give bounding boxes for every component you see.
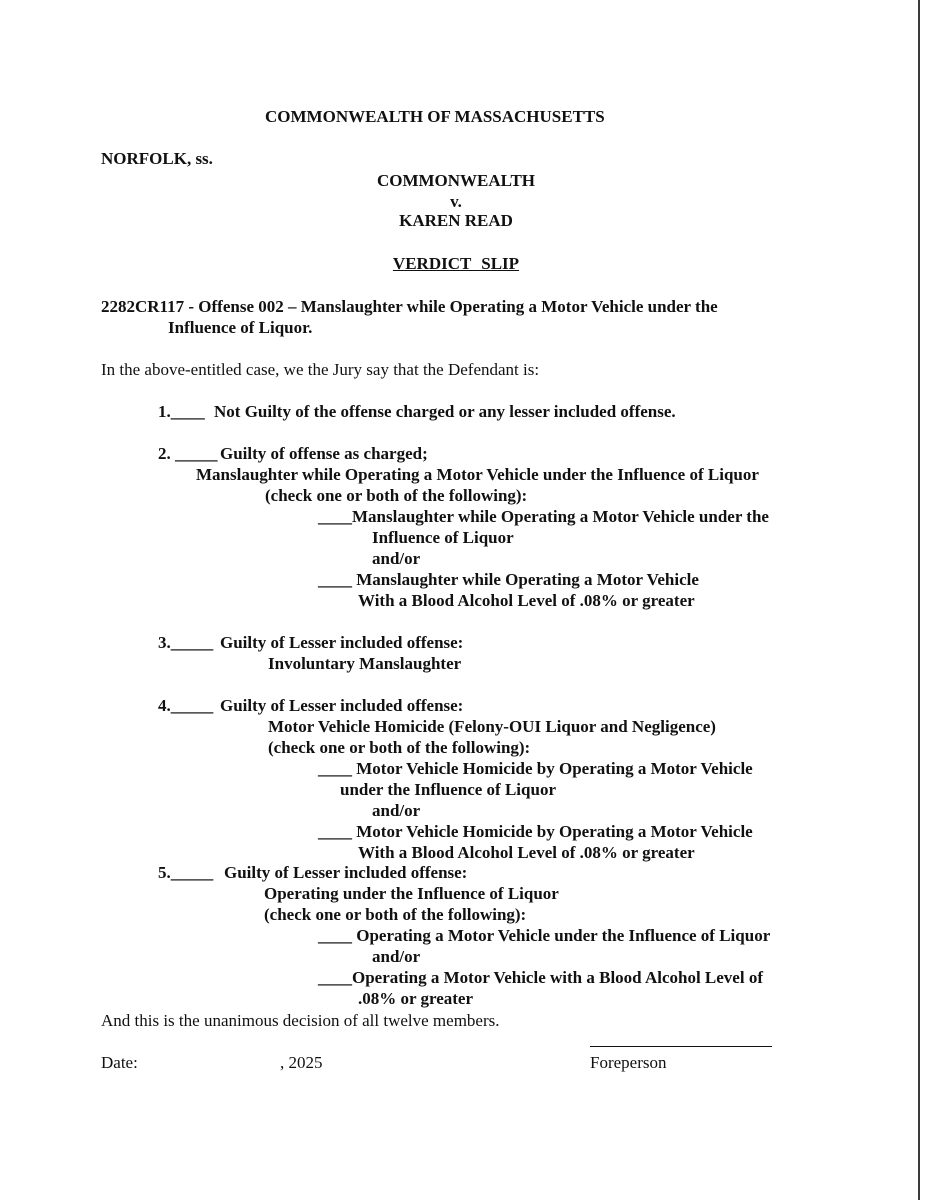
- state-heading: COMMONWEALTH OF MASSACHUSETTS: [265, 107, 605, 126]
- option-2-andor: and/or: [372, 549, 421, 568]
- closing-statement: And this is the unanimous decision of all twelve members.: [101, 1011, 500, 1030]
- foreperson-label: Foreperson: [590, 1053, 667, 1072]
- option-2b-checkbox-line[interactable]: ____ Manslaughter while Operating a Motor Vehicle: [318, 570, 699, 589]
- option-2-blank[interactable]: 2. _____: [158, 444, 218, 463]
- option-5-check-note: (check one or both of the following):: [264, 905, 527, 924]
- option-2-text: Guilty of offense as charged;: [220, 444, 428, 463]
- option-5a-checkbox-line[interactable]: ____ Operating a Motor Vehicle under the Influence of Liquor: [318, 926, 771, 945]
- option-4-offense: Motor Vehicle Homicide (Felony-OUI Liquor and Negligence): [268, 717, 716, 736]
- county-label: NORFOLK, ss.: [101, 149, 213, 168]
- option-2-check-note: (check one or both of the following):: [265, 486, 528, 505]
- date-year: , 2025: [280, 1053, 323, 1072]
- option-1-text: Not Guilty of the offense charged or any lesser included offense.: [214, 402, 676, 421]
- option-4-check-note: (check one or both of the following):: [268, 738, 531, 757]
- charge-line-1: 2282CR117 - Offense 002 – Manslaughter while Operating a Motor Vehicle under the: [101, 297, 718, 316]
- option-4-andor: and/or: [372, 801, 421, 820]
- option-4a-line-2: under the Influence of Liquor: [340, 780, 556, 799]
- versus-label: v.: [450, 192, 462, 211]
- option-3-blank[interactable]: 3._____: [158, 633, 214, 652]
- option-5b-line-2: .08% or greater: [358, 989, 474, 1008]
- charge-line-2: Influence of Liquor.: [168, 318, 313, 337]
- option-2b-line-2: With a Blood Alcohol Level of .08% or greater: [358, 591, 695, 610]
- party-commonwealth: COMMONWEALTH: [376, 171, 536, 190]
- option-5-offense: Operating under the Influence of Liquor: [264, 884, 559, 903]
- option-5b-checkbox-line[interactable]: ____Operating a Motor Vehicle with a Blood Alcohol Level of: [318, 968, 763, 987]
- option-5-andor: and/or: [372, 947, 421, 966]
- option-5-text: Guilty of Lesser included offense:: [224, 863, 468, 882]
- option-4-text: Guilty of Lesser included offense:: [220, 696, 464, 715]
- foreperson-signature-line[interactable]: [590, 1046, 772, 1047]
- party-defendant: KAREN READ: [399, 211, 513, 230]
- option-3-text: Guilty of Lesser included offense:: [220, 633, 464, 652]
- date-label: Date:: [101, 1053, 138, 1072]
- option-5-blank[interactable]: 5._____: [158, 863, 214, 882]
- option-1-blank[interactable]: 1.____: [158, 402, 205, 421]
- document-title: VERDICT SLIP: [392, 254, 520, 273]
- option-2a-line-2: Influence of Liquor: [372, 528, 514, 547]
- option-3-offense: Involuntary Manslaughter: [268, 654, 462, 673]
- option-2-offense: Manslaughter while Operating a Motor Vehicle under the Influence of Liquor: [196, 465, 759, 484]
- option-4a-checkbox-line[interactable]: ____ Motor Vehicle Homicide by Operating a Motor Vehicle: [318, 759, 753, 778]
- option-2a-checkbox-line[interactable]: ____Manslaughter while Operating a Motor Vehicle under the: [318, 507, 769, 526]
- scan-edge-line: [918, 0, 920, 1200]
- option-4-blank[interactable]: 4._____: [158, 696, 214, 715]
- option-4b-checkbox-line[interactable]: ____ Motor Vehicle Homicide by Operating a Motor Vehicle: [318, 822, 753, 841]
- option-4b-line-2: With a Blood Alcohol Level of .08% or greater: [358, 843, 695, 862]
- intro-text: In the above-entitled case, we the Jury say that the Defendant is:: [101, 360, 540, 379]
